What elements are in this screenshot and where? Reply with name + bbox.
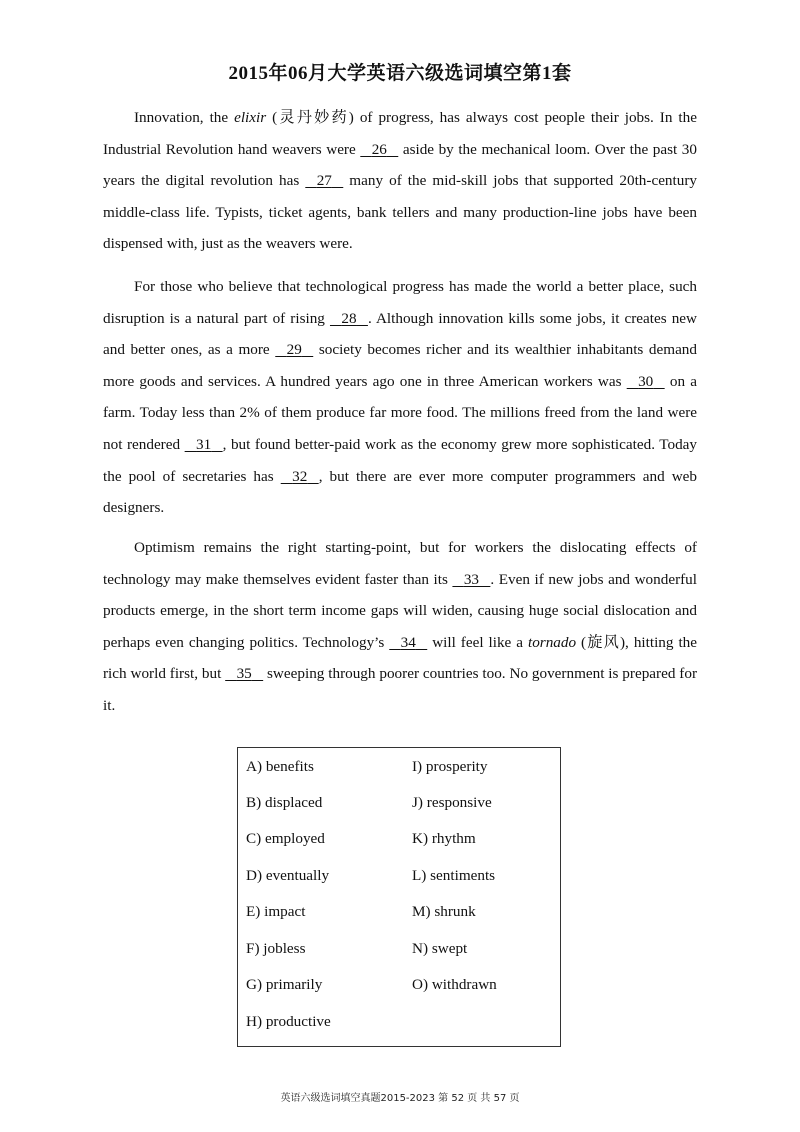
option-o: O) withdrawn	[412, 976, 497, 993]
p3-text: . Even if new jobs and wonderful products emerge, in the short term income gaps will widen, causing huge social dislocation and perhaps even changing politics. Technology’s	[103, 570, 697, 651]
blank-35[interactable]: 35	[236, 665, 252, 683]
p3-text: Optimism remains the right starting-point, but for workers the dislocating effects of technology may make themselves evident faster than its	[103, 539, 697, 588]
p3-text: (旋风), hitting the rich world first, but	[103, 633, 698, 683]
page-title: 2015年06月大学英语六级选词填空第1套	[228, 63, 572, 84]
p2-text: . Although innovation kills some jobs, it creates new and better ones, as a more	[103, 309, 697, 359]
p1-elixir: elixir	[234, 109, 267, 126]
paragraph-1	[103, 102, 697, 260]
paragraph-3	[103, 532, 697, 722]
p2-text: , but found better-paid work as the economy grew more sophisticated. Today the pool of secretaries has	[103, 435, 697, 485]
option-e: E) impact	[246, 903, 306, 920]
blank-26[interactable]: 26	[371, 140, 387, 158]
option-b: B) displaced	[246, 794, 323, 811]
p2-text: For those who believe that technological progress has made the world a better place, such disruption is a natural part of rising	[103, 278, 697, 327]
p2-text: society becomes richer and its wealthier inhabitants demand more goods and services. A hundred years ago one in three American workers was	[103, 341, 697, 390]
p1-text: aside by the mechanical loom. Over the past 30 years the digital revolution has	[103, 140, 697, 190]
blank-30[interactable]: 30	[638, 372, 654, 390]
blank-33[interactable]: 33	[463, 570, 479, 588]
option-l: L) sentiments	[412, 867, 496, 884]
page-footer: 英语六级选词填空真题2015-2023 第 52 页 共 57 页	[280, 1093, 520, 1104]
p1-text: (灵丹妙药) of progress, has always cost people their jobs. In the Industrial Revolution hand weavers were	[103, 109, 697, 158]
option-m: M) shrunk	[412, 903, 476, 920]
option-k: K) rhythm	[412, 830, 476, 847]
blank-32[interactable]: 32	[292, 467, 308, 485]
p3-tornado: tornado	[527, 633, 577, 651]
option-d: D) eventually	[246, 867, 330, 884]
p2-text: , but there are ever more computer programmers and web designers.	[103, 467, 698, 517]
p1-text: Innovation, the	[134, 109, 235, 126]
p3-text: sweeping through poorer countries too. No government is prepared for it.	[103, 665, 697, 714]
p2-text: on a farm. Today less than 2% of them produce far more food. The millions freed from the land were not rendered	[103, 372, 697, 453]
blank-28[interactable]: 28	[341, 309, 357, 327]
paragraph-2	[103, 271, 697, 524]
option-a: A) benefits	[246, 758, 314, 775]
p3-text: will feel like a	[427, 633, 528, 651]
blank-27[interactable]: 27	[316, 172, 332, 190]
p1-text: many of the mid-skill jobs that supported 20th-century middle-class life. Typists, ticket agents, bank tellers and many production-line jobs have been dispensed with, just as the weavers were.	[103, 172, 697, 253]
option-h: H) productive	[246, 1013, 331, 1030]
blank-31[interactable]: 31	[196, 435, 212, 453]
option-n: N) swept	[412, 940, 468, 957]
option-i: I) prosperity	[412, 758, 488, 775]
blank-29[interactable]: 29	[286, 341, 302, 359]
blank-34[interactable]: 34	[400, 633, 416, 651]
option-c: C) employed	[246, 830, 325, 847]
option-g: G) primarily	[246, 976, 323, 993]
option-f: F) jobless	[246, 940, 306, 957]
word-bank	[237, 747, 561, 1047]
option-j: J) responsive	[412, 794, 492, 811]
